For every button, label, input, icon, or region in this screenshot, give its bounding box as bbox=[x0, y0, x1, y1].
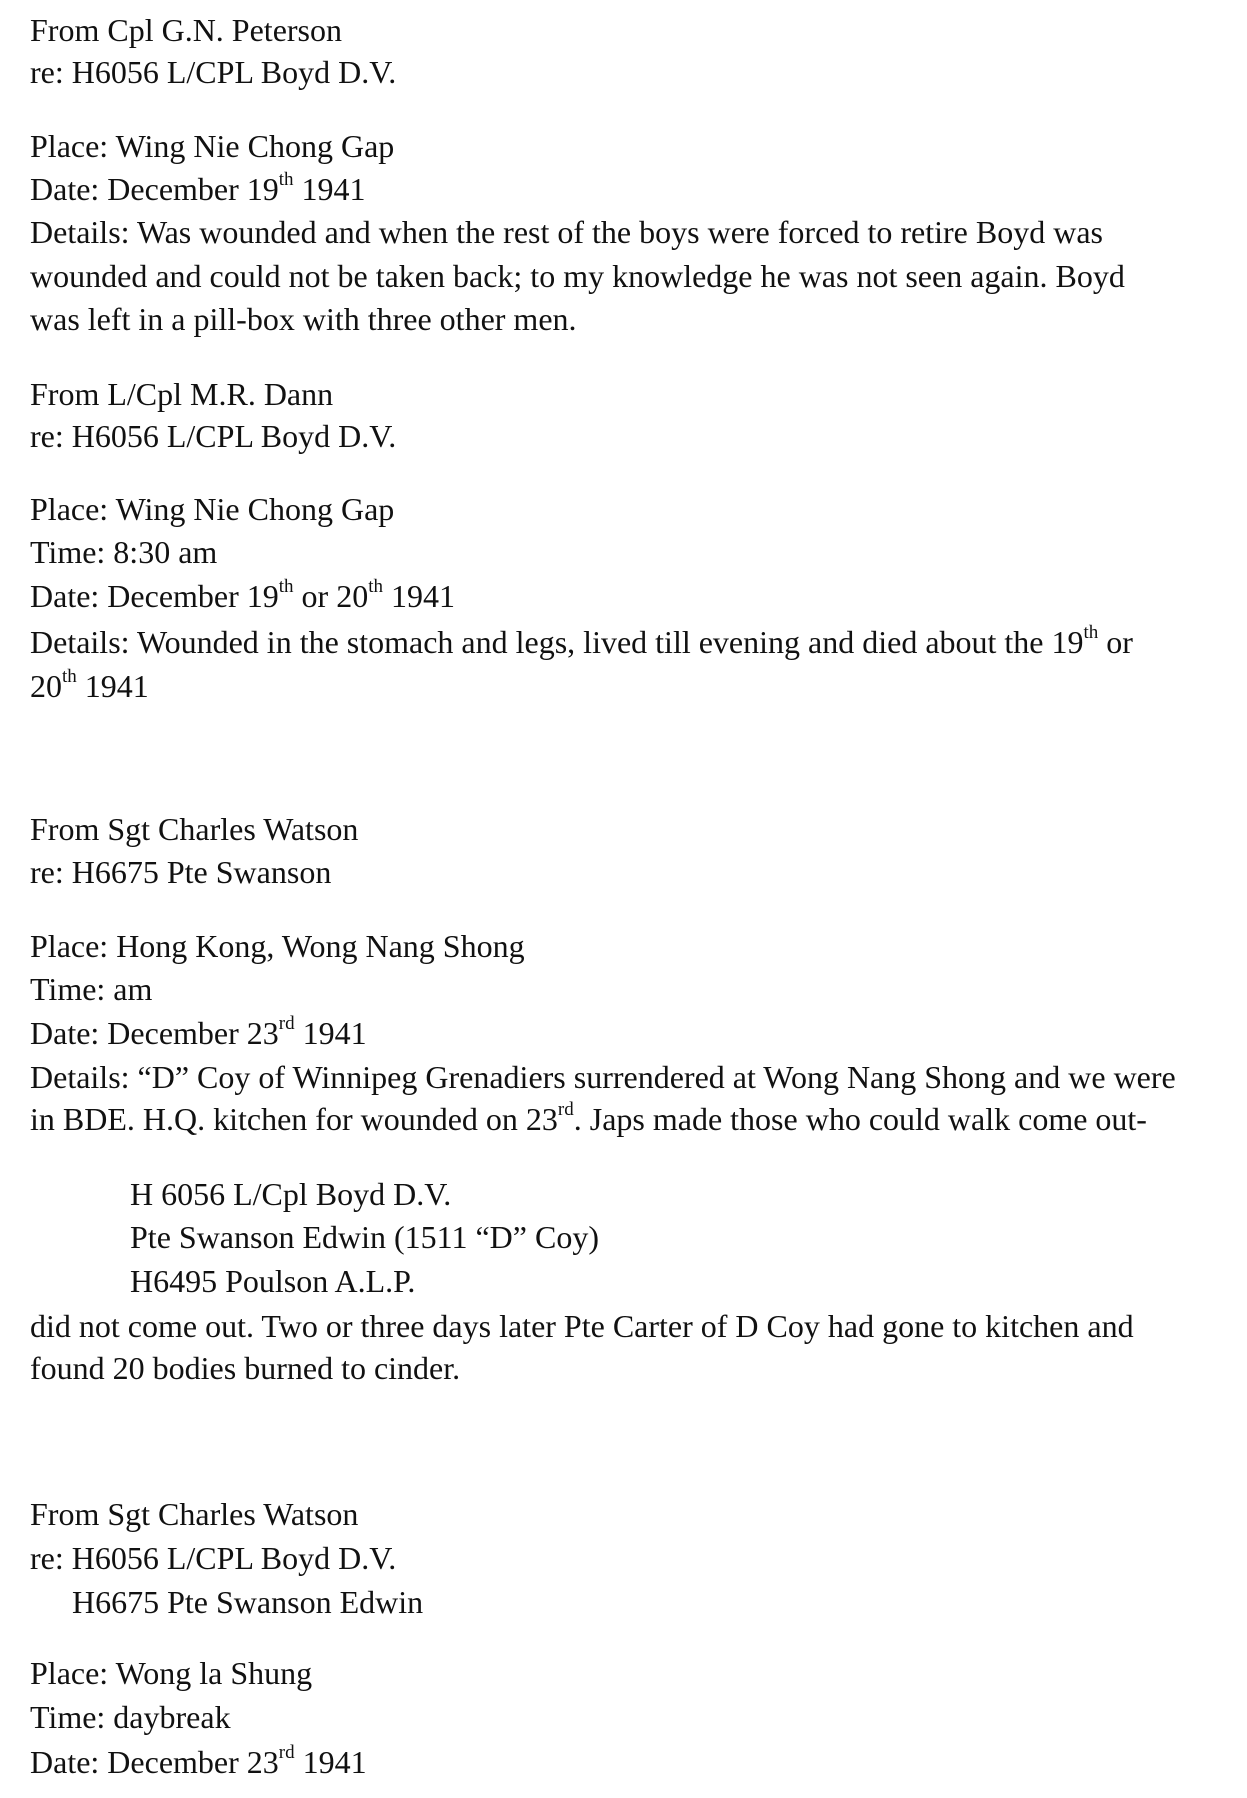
missing-soldier-name: H 6056 L/Cpl Boyd D.V. bbox=[130, 1176, 452, 1212]
entry-date bbox=[30, 1011, 367, 1055]
entry-details-line: Details: “D” Coy of Winnipeg Grenadiers surrendered at Wong Nang Shong and we were bbox=[30, 1059, 1176, 1095]
entry-from: From Cpl G.N. Peterson bbox=[30, 12, 342, 48]
date-alt: or 20 bbox=[293, 578, 369, 614]
details-text: 1941 bbox=[76, 668, 149, 704]
missing-soldier-name: H6495 Poulson A.L.P. bbox=[130, 1263, 416, 1299]
date-year: 1941 bbox=[294, 1015, 367, 1051]
entry-re: re: H6056 L/CPL Boyd D.V. bbox=[30, 54, 397, 90]
entry-closing-line: did not come out. Two or three days later Pte Carter of D Coy had gone to kitchen and bbox=[30, 1308, 1134, 1344]
entry-place: Place: Wong la Shung bbox=[30, 1655, 313, 1691]
ordinal-suffix: th bbox=[368, 576, 383, 598]
ordinal-suffix: th bbox=[278, 576, 294, 598]
ordinal-suffix: rd bbox=[278, 1013, 295, 1035]
entry-details-line: was left in a pill-box with three other men. bbox=[30, 301, 577, 337]
entry-details-line bbox=[30, 620, 1133, 664]
date-year: 1941 bbox=[293, 171, 366, 207]
ordinal-suffix: rd bbox=[557, 1099, 574, 1121]
entry-time: Time: daybreak bbox=[30, 1699, 231, 1735]
details-text: . Japs made those who could walk come out- bbox=[573, 1101, 1147, 1137]
details-text: 20 bbox=[30, 668, 62, 704]
date-text: Date: December 19 bbox=[30, 171, 279, 207]
entry-re: re: H6675 Pte Swanson bbox=[30, 854, 332, 890]
entry-details-line: wounded and could not be taken back; to my knowledge he was not seen again. Boyd bbox=[30, 258, 1125, 294]
date-text: Date: December 19 bbox=[30, 578, 279, 614]
entry-place: Place: Hong Kong, Wong Nang Shong bbox=[30, 928, 525, 964]
ordinal-suffix: th bbox=[62, 666, 77, 688]
details-text: Details: Wounded in the stomach and legs, lived till evening and died about the 19 bbox=[30, 624, 1084, 660]
date-year: 1941 bbox=[294, 1744, 367, 1780]
entry-details-line bbox=[30, 1097, 1147, 1141]
date-year: 1941 bbox=[382, 578, 455, 614]
ordinal-suffix: rd bbox=[278, 1742, 295, 1764]
entry-from: From Sgt Charles Watson bbox=[30, 1496, 359, 1532]
entry-re: re: H6056 L/CPL Boyd D.V. bbox=[30, 1540, 397, 1576]
missing-soldier-name: Pte Swanson Edwin (1511 “D” Coy) bbox=[130, 1219, 599, 1255]
ordinal-suffix: th bbox=[1083, 622, 1099, 644]
entry-details-line: Details: Was wounded and when the rest of the boys were forced to retire Boyd was bbox=[30, 214, 1103, 250]
entry-place: Place: Wing Nie Chong Gap bbox=[30, 128, 395, 164]
entry-details-line bbox=[30, 664, 149, 708]
entry-date bbox=[30, 1740, 367, 1784]
details-text: or bbox=[1098, 624, 1133, 660]
entry-from: From L/Cpl M.R. Dann bbox=[30, 376, 334, 412]
entry-re-continued: H6675 Pte Swanson Edwin bbox=[72, 1584, 424, 1620]
entry-from: From Sgt Charles Watson bbox=[30, 811, 359, 847]
entry-time: Time: 8:30 am bbox=[30, 534, 218, 570]
details-text: in BDE. H.Q. kitchen for wounded on 23 bbox=[30, 1101, 558, 1137]
entry-date bbox=[30, 167, 366, 211]
entry-closing-line: found 20 bodies burned to cinder. bbox=[30, 1350, 461, 1386]
entry-place: Place: Wing Nie Chong Gap bbox=[30, 491, 395, 527]
date-text: Date: December 23 bbox=[30, 1744, 279, 1780]
entry-re: re: H6056 L/CPL Boyd D.V. bbox=[30, 418, 397, 454]
ordinal-suffix: th bbox=[278, 169, 294, 191]
date-text: Date: December 23 bbox=[30, 1015, 279, 1051]
entry-date bbox=[30, 574, 455, 618]
entry-time: Time: am bbox=[30, 971, 153, 1007]
